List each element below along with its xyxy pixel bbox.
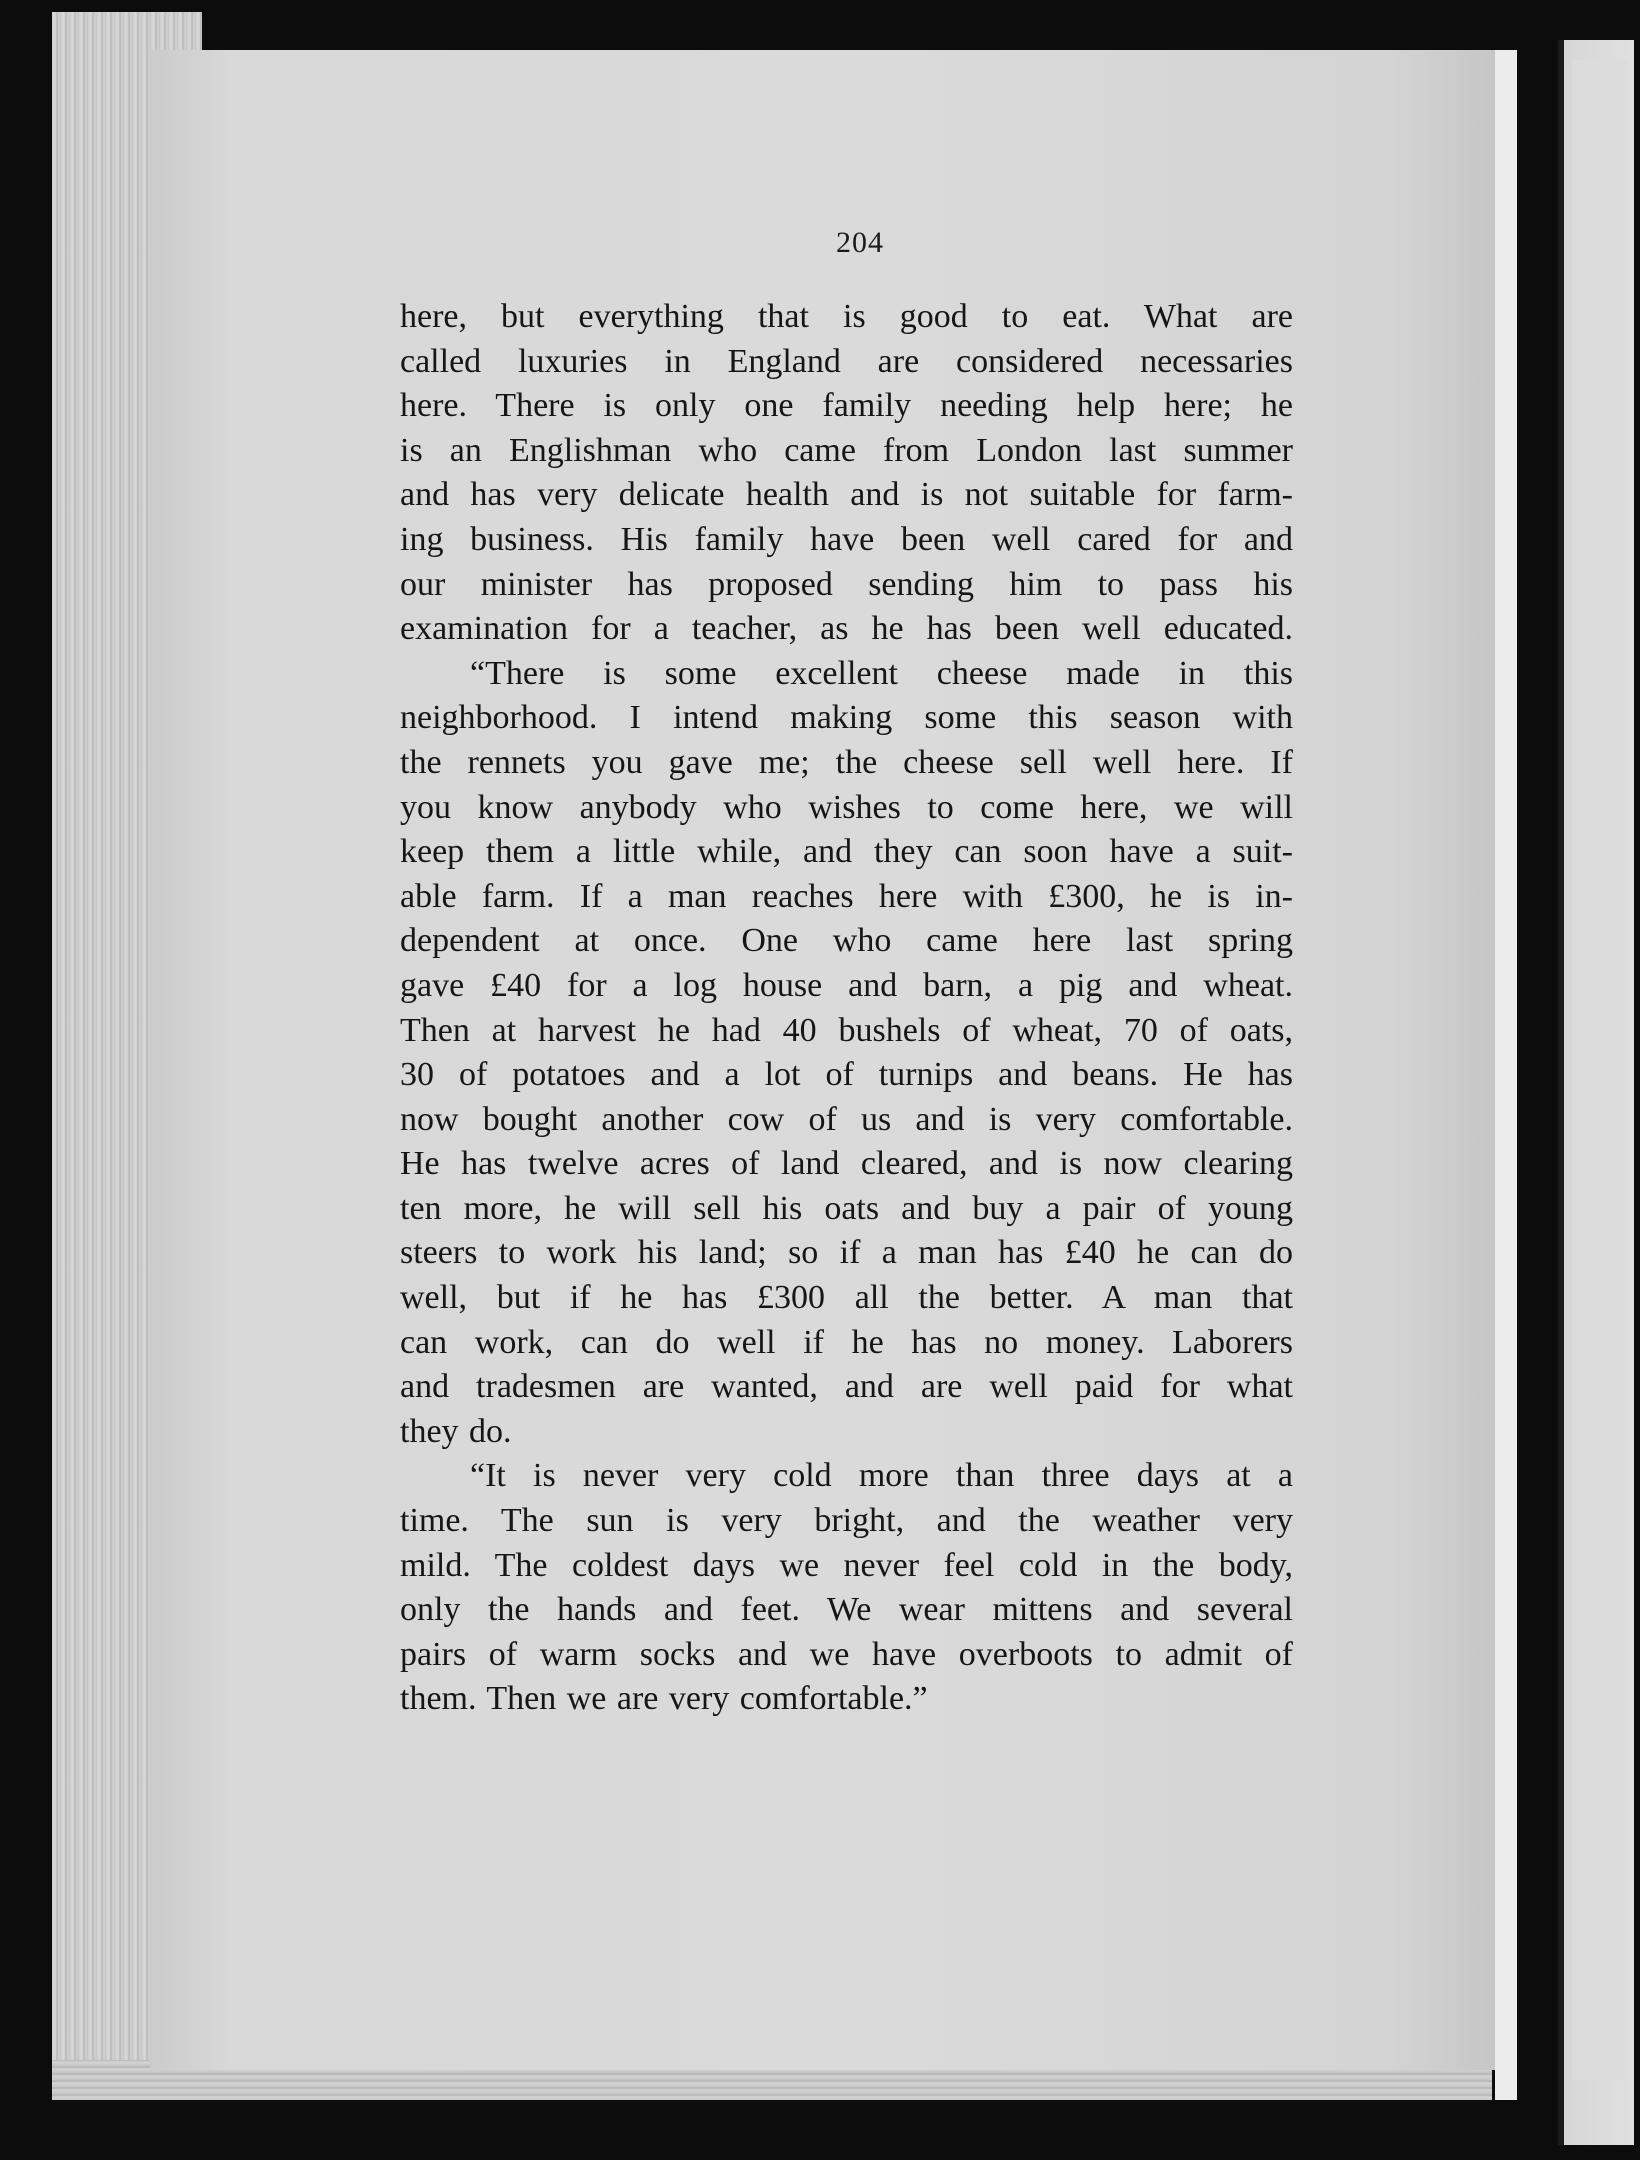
text-line: Then at harvest he had 40 bushels of wheat, 70 of oats,: [400, 1011, 1293, 1049]
text-line: our minister has proposed sending him to pass his: [400, 565, 1293, 603]
text-line: the rennets you gave me; the cheese sell well here. If: [400, 743, 1293, 781]
text-line: is an Englishman who came from London last summer: [400, 431, 1293, 469]
text-line: here. There is only one family needing help here; he: [400, 387, 1293, 425]
text-line: called luxuries in England are considered necessaries: [400, 342, 1293, 380]
text-line: 30 of potatoes and a lot of turnips and beans. He has: [400, 1056, 1293, 1094]
text-line: He has twelve acres of land cleared, and is now clearing: [400, 1145, 1293, 1183]
text-line: steers to work his land; so if a man has £40 he can do: [400, 1234, 1293, 1272]
text-line: and has very delicate health and is not suitable for farm-: [400, 476, 1293, 514]
text-line: well, but if he has £300 all the better. A man that: [400, 1279, 1293, 1317]
text-line: now bought another cow of us and is very comfortable.: [400, 1100, 1293, 1138]
text-line: able farm. If a man reaches here with £300, he is in-: [400, 877, 1293, 915]
text-line: neighborhood. I intend making some this season with: [400, 699, 1293, 737]
text-line: ing business. His family have been well cared for and: [400, 520, 1293, 558]
text-line: mild. The coldest days we never feel cold in the body,: [400, 1546, 1293, 1584]
text-line: here, but everything that is good to eat. What are: [400, 298, 1293, 335]
text-line: can work, can do well if he has no money. Laborers: [400, 1323, 1293, 1361]
text-line: dependent at once. One who came here last spring: [400, 922, 1293, 960]
text-line: time. The sun is very bright, and the weather very: [400, 1502, 1293, 1540]
paragraph: [400, 1454, 1293, 1722]
text-line: “There is some excellent cheese made in this: [470, 654, 1293, 692]
paragraph: [400, 295, 1293, 652]
adjacent-page-surface: [1572, 60, 1628, 2080]
text-line: “It is never very cold more than three days at a: [470, 1457, 1293, 1495]
text-line: keep them a little while, and they can soon have a suit-: [400, 833, 1293, 871]
text-line: ten more, he will sell his oats and buy a pair of young: [400, 1189, 1293, 1227]
page-number: 204: [836, 226, 884, 259]
page-body-text: [400, 295, 1293, 1722]
text-line: they do.: [400, 1412, 512, 1450]
text-line: pairs of warm socks and we have overboots to admit of: [400, 1635, 1293, 1673]
text-line: you know anybody who wishes to come here, we will: [400, 788, 1293, 826]
paragraph: [400, 652, 1293, 1455]
text-line: examination for a teacher, as he has been well educated.: [400, 610, 1293, 648]
text-line: them. Then we are very comfortable.”: [400, 1680, 928, 1718]
text-line: and tradesmen are wanted, and are well paid for what: [400, 1368, 1293, 1406]
text-line: gave £40 for a log house and barn, a pig and wheat.: [400, 966, 1293, 1004]
page-margin-strip: [1495, 50, 1517, 2100]
text-line: only the hands and feet. We wear mittens and several: [400, 1591, 1293, 1629]
